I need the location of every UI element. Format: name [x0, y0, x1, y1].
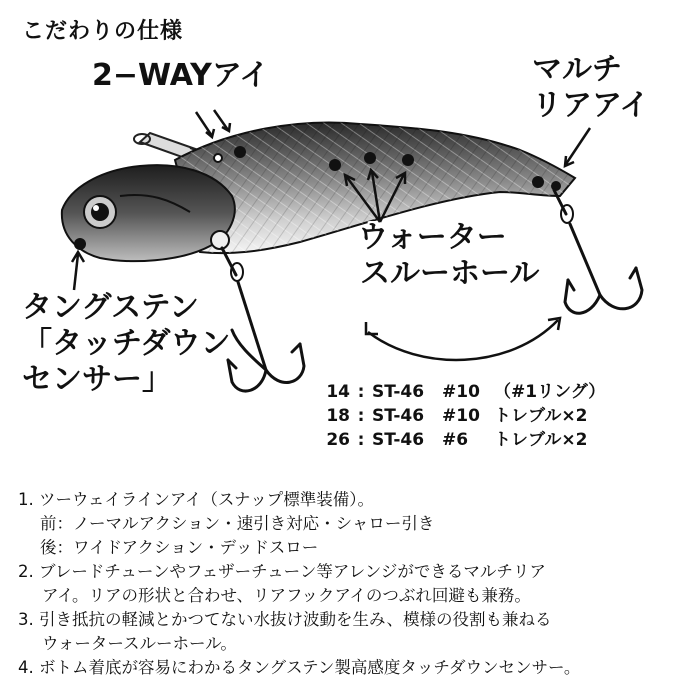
rear-eye-icon	[551, 181, 561, 191]
feature-item-continued: アイ。リアの形状と合わせ、リアフックアイのつぶれ回避も兼務。	[42, 586, 531, 605]
two-way-eye-label: 2−WAYアイ	[92, 58, 270, 93]
tungsten-sensor-icon	[74, 238, 86, 250]
section-title: こだわりの仕様	[22, 19, 184, 44]
feature-subitem: 後：ワイドアクション・デッドスロー	[40, 538, 319, 557]
water-hole-icon	[364, 152, 376, 164]
spec-row: 14 : ST-46 #10 （#1リング）	[326, 382, 606, 402]
front-hook-icon	[222, 248, 304, 391]
spec-row: 26 : ST-46 #6 トレブル×2	[326, 430, 588, 450]
feature-item-continued: ウォータースルーホール。	[42, 634, 237, 653]
spec-row: 18 : ST-46 #10 トレブル×2	[326, 406, 588, 426]
multi-rear-eye-label: マルチ リアアイ	[532, 52, 650, 123]
feature-list	[18, 488, 688, 680]
feature-item: 4. ボトム着底が容易にわかるタングステン製高感度タッチダウンセンサー。	[18, 658, 581, 677]
line-eye-rear-icon	[234, 146, 246, 158]
feature-item: 3. 引き抵抗の軽減とかつてない水抜け波動を生み、模様の役割も兼ねる	[18, 610, 552, 629]
line-eye-front-icon	[214, 154, 222, 162]
rear-eye-icon	[532, 176, 544, 188]
tungsten-sensor-label: タングステン 「タッチダウン センサー」	[22, 290, 231, 397]
feature-item: 2. ブレードチューンやフェザーチューン等アレンジができるマルチリア	[18, 562, 546, 581]
water-hole-icon	[329, 159, 341, 171]
water-hole-icon	[402, 154, 414, 166]
water-through-hole-label: ウォーター スルーホール	[358, 220, 540, 291]
rear-hook-icon	[554, 190, 642, 313]
feature-item: 1. ツーウェイラインアイ（スナップ標準装備）。	[18, 490, 374, 509]
hook-spec-table	[320, 380, 605, 452]
feature-subitem: 前：ノーマルアクション・速引き対応・シャロー引き	[40, 514, 435, 533]
